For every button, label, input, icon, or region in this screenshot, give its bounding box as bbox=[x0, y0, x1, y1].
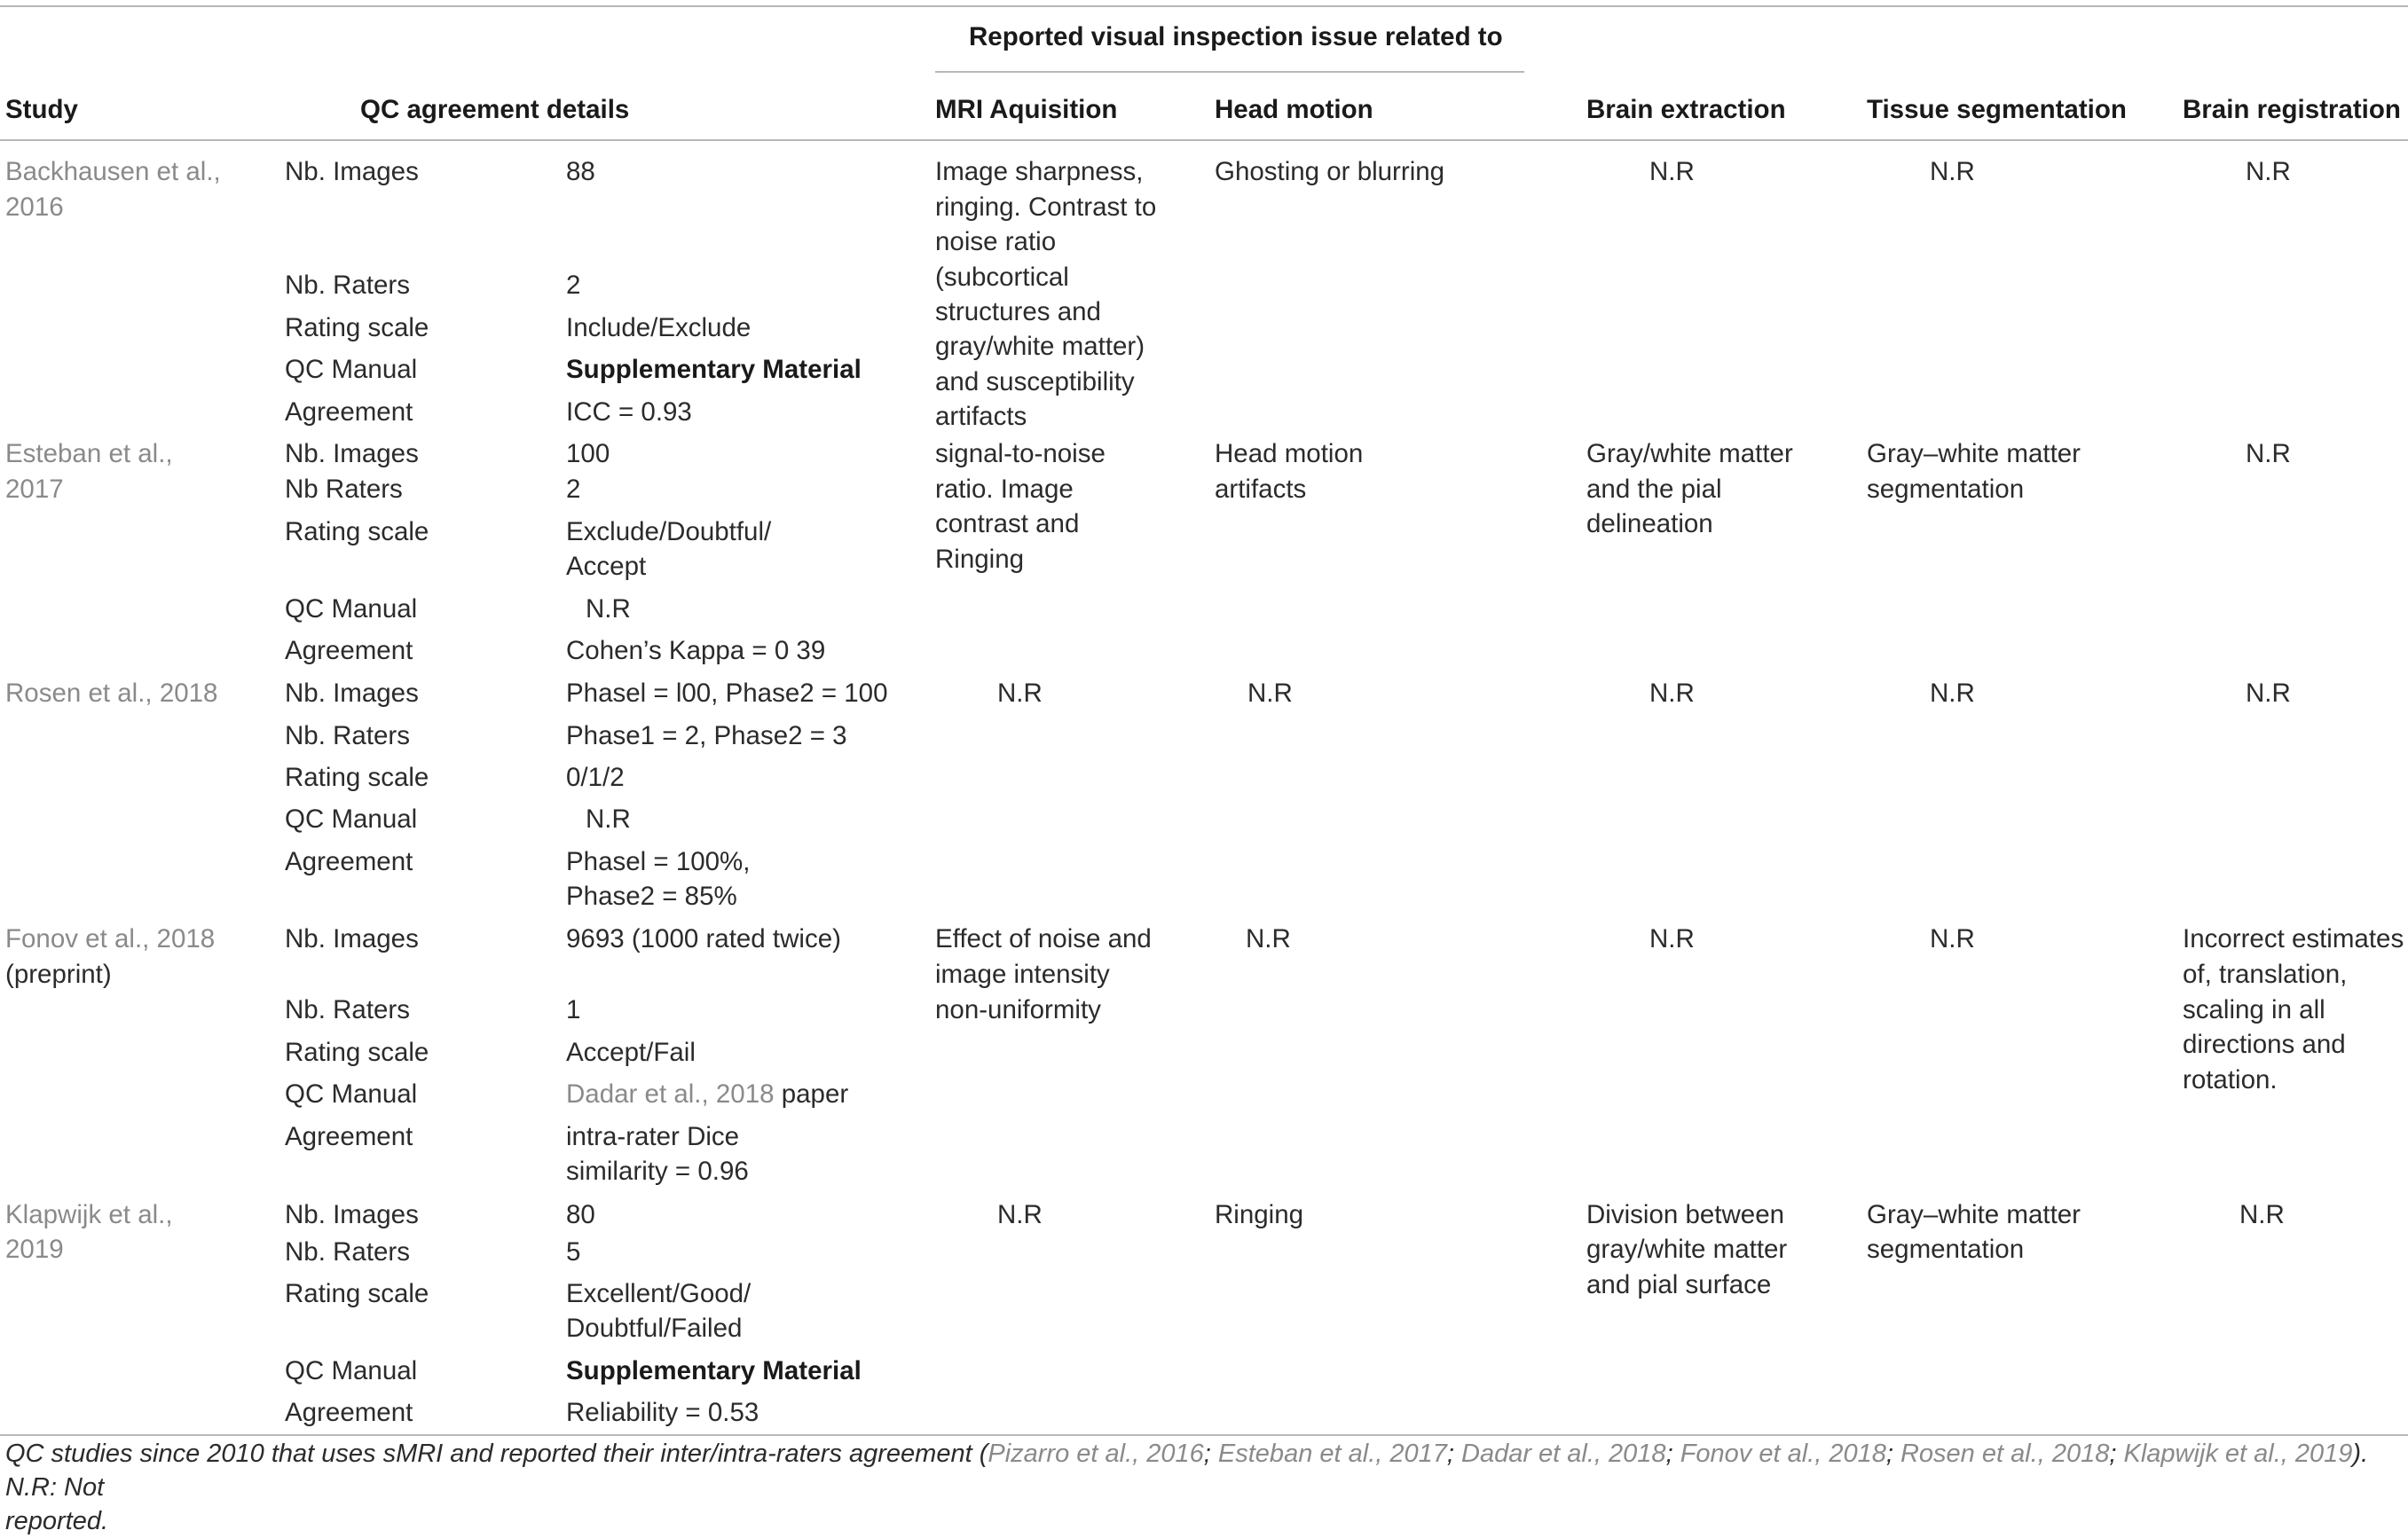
detail-value: Supplementary Material bbox=[566, 355, 862, 384]
detail-value: intra-rater Dice bbox=[566, 1122, 740, 1151]
detail-value: 9693 (1000 rated twice) bbox=[566, 924, 841, 953]
mri-cell-line: Effect of noise and bbox=[935, 924, 1152, 953]
mri-cell: N.R bbox=[997, 1200, 1043, 1229]
detail-label: QC Manual bbox=[285, 1079, 418, 1109]
caption-citation[interactable]: Dadar et al., 2018 bbox=[1461, 1440, 1666, 1468]
detail-value: 1 bbox=[566, 995, 581, 1024]
caption-sep: ; bbox=[1885, 1440, 1900, 1468]
extraction-cell-line: delineation bbox=[1586, 509, 1713, 538]
detail-value bbox=[566, 1077, 848, 1112]
detail-label: Agreement bbox=[285, 847, 413, 876]
segmentation-cell-line: Gray–white matter bbox=[1867, 439, 2081, 468]
caption-sep: ; bbox=[1203, 1440, 1218, 1468]
detail-label: Nb. Images bbox=[285, 924, 419, 953]
study-name: Fonov et al., 2018 bbox=[5, 924, 216, 953]
detail-value: 80 bbox=[566, 1200, 595, 1229]
mri-cell-line: noise ratio bbox=[935, 227, 1057, 256]
motion-cell: Ghosting or blurring bbox=[1215, 157, 1445, 186]
detail-value: N.R bbox=[586, 594, 631, 624]
table-bottom-rule bbox=[0, 1434, 2408, 1436]
study-name: Backhausen et al., bbox=[5, 157, 221, 186]
detail-value: N.R bbox=[586, 804, 631, 834]
mri-cell-line: contrast and bbox=[935, 509, 1080, 538]
caption-lead: QC studies since 2010 that uses sMRI and reported their inter/intra-raters agreement ( bbox=[5, 1440, 988, 1468]
detail-label: Nb. Raters bbox=[285, 1237, 410, 1267]
mri-cell-line: structures and bbox=[935, 297, 1101, 326]
registration-cell-line: directions and bbox=[2183, 1030, 2346, 1059]
extraction-cell: N.R bbox=[1649, 157, 1695, 186]
caption-sep: ; bbox=[2109, 1440, 2124, 1468]
registration-cell: N.R bbox=[2246, 439, 2291, 468]
extraction-cell-line: Gray/white matter bbox=[1586, 439, 1793, 468]
caption-tail: ). N.R: Not bbox=[5, 1440, 2369, 1502]
col-header-extraction: Brain extraction bbox=[1586, 95, 1786, 124]
mri-cell-line: gray/white matter) bbox=[935, 332, 1145, 361]
mri-cell: N.R bbox=[997, 679, 1043, 708]
header-bottom-rule bbox=[0, 139, 2408, 141]
extraction-cell: N.R bbox=[1649, 924, 1695, 953]
detail-label: QC Manual bbox=[285, 594, 418, 624]
mri-cell-line: Image sharpness, bbox=[935, 157, 1144, 186]
extraction-cell: N.R bbox=[1649, 679, 1695, 708]
detail-label: QC Manual bbox=[285, 1356, 418, 1385]
registration-cell: N.R bbox=[2246, 679, 2291, 708]
detail-label: Nb. Raters bbox=[285, 995, 410, 1024]
detail-label: QC Manual bbox=[285, 804, 418, 834]
col-header-segmentation: Tissue segmentation bbox=[1867, 95, 2127, 124]
detail-label: Agreement bbox=[285, 1398, 413, 1427]
detail-label: Nb. Images bbox=[285, 1200, 419, 1229]
detail-value-cont: Accept bbox=[566, 552, 647, 581]
mri-cell-line: non-uniformity bbox=[935, 995, 1101, 1024]
detail-label: Nb. Raters bbox=[285, 721, 410, 750]
col-header-qc: QC agreement details bbox=[360, 95, 630, 124]
caption-sep: ; bbox=[1446, 1440, 1462, 1468]
study-year: 2019 bbox=[5, 1235, 64, 1264]
motion-cell-line: artifacts bbox=[1215, 475, 1307, 504]
detail-value: 2 bbox=[566, 475, 581, 504]
detail-value: Supplementary Material bbox=[566, 1356, 862, 1385]
detail-value: 100 bbox=[566, 439, 610, 468]
mri-cell-line: ringing. Contrast to bbox=[935, 192, 1157, 222]
registration-cell-line: scaling in all bbox=[2183, 995, 2325, 1024]
segmentation-cell: N.R bbox=[1930, 924, 1975, 953]
detail-value: Reliability = 0.53 bbox=[566, 1398, 759, 1427]
group-header-rule bbox=[935, 71, 1524, 73]
detail-label: Nb. Raters bbox=[285, 271, 410, 300]
detail-label: Rating scale bbox=[285, 517, 429, 546]
detail-value-cont: similarity = 0.96 bbox=[566, 1157, 749, 1186]
detail-label: Nb. Images bbox=[285, 679, 419, 708]
mri-cell-line: signal-to-noise bbox=[935, 439, 1106, 468]
registration-cell-line: Incorrect estimates bbox=[2183, 924, 2404, 953]
detail-value: Include/Exclude bbox=[566, 313, 752, 342]
extraction-cell-line: gray/white matter bbox=[1586, 1235, 1788, 1264]
detail-value-rest: paper bbox=[774, 1079, 849, 1109]
registration-cell: N.R bbox=[2239, 1200, 2285, 1229]
detail-value: Excellent/Good/ bbox=[566, 1279, 752, 1308]
citation-link[interactable]: Dadar et al., 2018 bbox=[566, 1079, 775, 1109]
caption-citation[interactable]: Klapwijk et al., 2019 bbox=[2123, 1440, 2353, 1468]
mri-cell-line: image intensity bbox=[935, 960, 1110, 989]
extraction-cell-line: Division between bbox=[1586, 1200, 1785, 1229]
caption-sep: ; bbox=[1665, 1440, 1680, 1468]
detail-value: Phase1 = 2, Phase2 = 3 bbox=[566, 721, 847, 750]
detail-value: 88 bbox=[566, 157, 595, 186]
group-header: Reported visual inspection issue related to bbox=[969, 22, 1503, 51]
segmentation-cell: N.R bbox=[1930, 679, 1975, 708]
motion-cell: N.R bbox=[1246, 924, 1291, 953]
detail-value: 5 bbox=[566, 1237, 581, 1267]
detail-value: Exclude/Doubtful/ bbox=[566, 517, 772, 546]
registration-cell-line: of, translation, bbox=[2183, 960, 2348, 989]
mri-cell-line: and susceptibility bbox=[935, 367, 1135, 396]
detail-label: Rating scale bbox=[285, 763, 429, 792]
study-name: Esteban et al., bbox=[5, 439, 173, 468]
detail-label: Rating scale bbox=[285, 313, 429, 342]
extraction-cell-line: and pial surface bbox=[1586, 1270, 1772, 1299]
study-note: (preprint) bbox=[5, 960, 112, 989]
motion-cell-line: Head motion bbox=[1215, 439, 1364, 468]
motion-cell: N.R bbox=[1247, 679, 1293, 708]
table-caption bbox=[5, 1437, 2401, 1538]
detail-value: 0/1/2 bbox=[566, 763, 625, 792]
caption-citation[interactable]: Fonov et al., 2018 bbox=[1680, 1440, 1886, 1468]
segmentation-cell-line: segmentation bbox=[1867, 475, 2025, 504]
detail-value: Phasel = l00, Phase2 = 100 bbox=[566, 679, 888, 708]
caption-citation[interactable]: Pizarro et al., 2016 bbox=[988, 1440, 1204, 1468]
segmentation-cell: N.R bbox=[1930, 157, 1975, 186]
segmentation-cell-line: segmentation bbox=[1867, 1235, 2025, 1264]
registration-cell: N.R bbox=[2246, 157, 2291, 186]
mri-cell-line: artifacts bbox=[935, 402, 1027, 431]
col-header-study: Study bbox=[5, 95, 78, 124]
detail-label: Rating scale bbox=[285, 1038, 429, 1067]
detail-value-cont: Phase2 = 85% bbox=[566, 882, 737, 911]
detail-label: Nb. Images bbox=[285, 157, 419, 186]
detail-label: Agreement bbox=[285, 1122, 413, 1151]
registration-cell-line: rotation. bbox=[2183, 1065, 2278, 1095]
caption-citation[interactable]: Esteban et al., 2017 bbox=[1217, 1440, 1447, 1468]
study-year: 2017 bbox=[5, 475, 64, 504]
segmentation-cell-line: Gray–white matter bbox=[1867, 1200, 2081, 1229]
detail-label: Nb Raters bbox=[285, 475, 403, 504]
detail-label: Rating scale bbox=[285, 1279, 429, 1308]
detail-label: Nb. Images bbox=[285, 439, 419, 468]
detail-label: Agreement bbox=[285, 636, 413, 665]
col-header-motion: Head motion bbox=[1215, 95, 1373, 124]
extraction-cell-line: and the pial bbox=[1586, 475, 1722, 504]
detail-value: Phasel = 100%, bbox=[566, 847, 751, 876]
detail-value-cont: Doubtful/Failed bbox=[566, 1314, 743, 1343]
detail-value: Cohen’s Kappa = 0 39 bbox=[566, 636, 826, 665]
top-rule bbox=[0, 5, 2408, 7]
motion-cell: Ringing bbox=[1215, 1200, 1304, 1229]
mri-cell-line: Ringing bbox=[935, 545, 1025, 574]
detail-value: Accept/Fail bbox=[566, 1038, 696, 1067]
study-name: Klapwijk et al., bbox=[5, 1200, 173, 1229]
col-header-registration: Brain registration bbox=[2183, 95, 2401, 124]
detail-value: 2 bbox=[566, 271, 581, 300]
mri-cell-line: (subcortical bbox=[935, 263, 1069, 292]
caption-tail-2: reported. bbox=[5, 1507, 109, 1535]
col-header-mri: MRI Aquisition bbox=[935, 95, 1118, 124]
detail-label: QC Manual bbox=[285, 355, 418, 384]
detail-value: ICC = 0.93 bbox=[566, 397, 692, 427]
study-year: 2016 bbox=[5, 192, 64, 222]
caption-citation[interactable]: Rosen et al., 2018 bbox=[1900, 1440, 2110, 1468]
mri-cell-line: ratio. Image bbox=[935, 475, 1074, 504]
study-name: Rosen et al., 2018 bbox=[5, 679, 218, 708]
detail-label: Agreement bbox=[285, 397, 413, 427]
